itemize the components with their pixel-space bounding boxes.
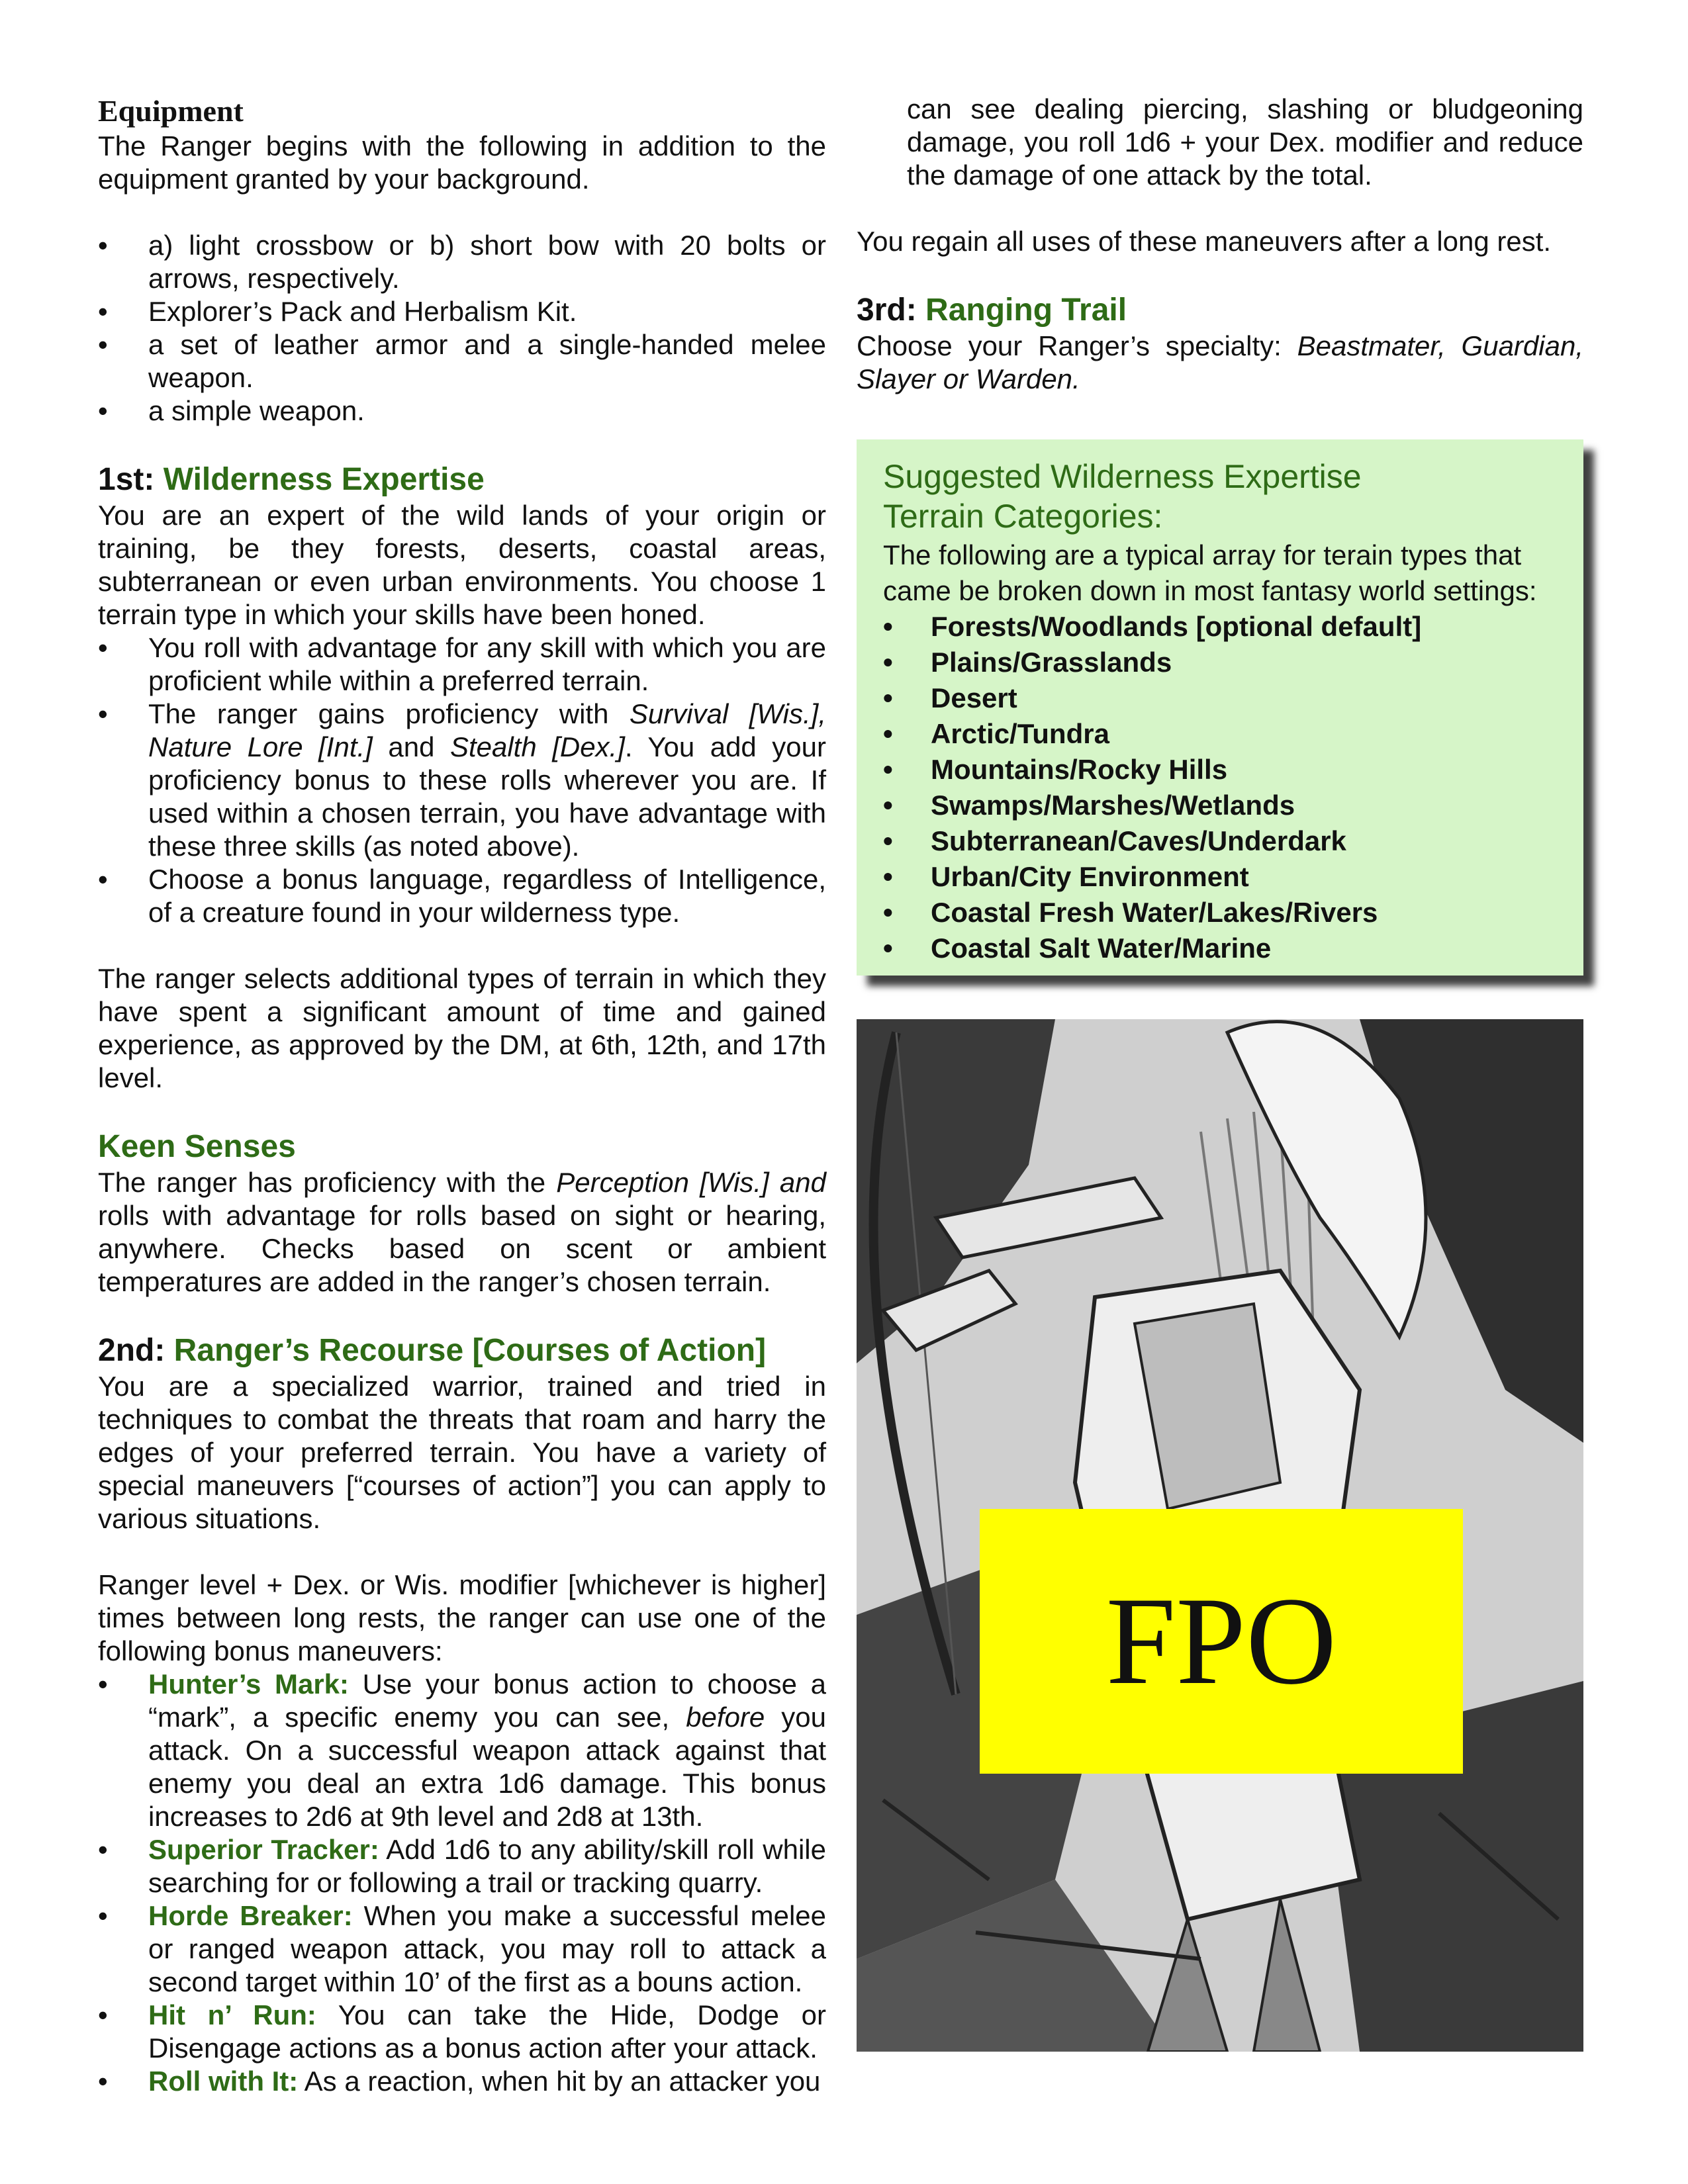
wilderness-bullet-language: • Choose a bonus language, regardless of Intelligence, of a creature found in your wilderness type.: [98, 863, 826, 929]
wilderness-outro: The ranger selects additional types of terrain in which they have spent a significant amount of time and gained experience, as approved by the DM, at 6th, 12th, and 17th level.: [98, 963, 826, 1093]
wilderness-level: 1st:: [98, 462, 155, 497]
terrain-item: • Coastal Salt Water/Marine: [883, 931, 1557, 966]
keen-senses-text: [98, 1166, 826, 1298]
terrain-item: • Coastal Fresh Water/Lakes/Rivers: [883, 895, 1557, 931]
keen-senses-heading: [98, 1128, 826, 1166]
ranging-trail-text: [857, 330, 1583, 396]
terrain-list: [883, 609, 1557, 966]
roll-with-it-continued: can see dealing piercing, slashing or bludgeoning damage, you roll 1d6 + your Dex. modifier and reduce the damage of one attack by the total.: [907, 93, 1583, 191]
recourse-level: 2nd:: [98, 1333, 165, 1368]
text-run: Choose your Ranger’s specialty:: [857, 330, 1297, 361]
recourse-title: Ranger’s Recourse [Courses of Action]: [173, 1333, 767, 1368]
text-run: The ranger has proficiency with the: [98, 1167, 557, 1198]
maneuver-name: Roll with It:: [148, 2066, 299, 2097]
wilderness-heading: [98, 461, 826, 499]
wilderness-intro: You are an expert of the wild lands of your origin or training, be they forests, deserts, coastal areas, subterranean or even urban environments. You choose 1 terrain type in which your skills have been honed.: [98, 500, 826, 630]
text-run: rolls with advantage for rolls based on sight or hearing, anywhere. Checks based on scent or ambient temperatures are added in the ranger’s chosen terrain.: [98, 1200, 826, 1297]
maneuver-roll-with-it: [98, 2065, 826, 2098]
maneuver-list: [98, 1668, 826, 2098]
terrain-item: • Subterranean/Caves/Underdark: [883, 823, 1557, 859]
equipment-intro: The Ranger begins with the following in addition to the equipment granted by your background.: [98, 130, 826, 195]
wilderness-bullet-proficiency: [98, 698, 826, 863]
text-run: Add 1d6 to any ability/skill roll while searching for or following a trail or tracking quarry.: [148, 1834, 826, 1898]
equipment-item: • a set of leather armor and a single-handed melee weapon.: [98, 328, 826, 394]
maneuver-horde-breaker: [98, 1899, 826, 1999]
ranger-illustration: [857, 1019, 1583, 2052]
maneuver-name: Hunter’s Mark:: [148, 1668, 350, 1700]
right-column: [857, 93, 1583, 396]
terrain-item: • Arctic/Tundra: [883, 716, 1557, 752]
skill-name: Survival [Wis.], Nature Lore [Int.]: [148, 698, 826, 762]
ranging-title: Ranging Trail: [925, 293, 1127, 328]
text-run: you attack. On a successful weapon attack against that enemy you deal an extra 1d6 damage. This bonus increases to 2d6 at 9th level and 2d8 at 13th.: [148, 1702, 826, 1832]
maneuver-name: Hit n’ Run:: [148, 1999, 316, 2030]
equipment-item: • a simple weapon.: [98, 394, 826, 428]
sidebar-intro: The following are a typical array for terain types that came be broken down in most fantasy world settings:: [883, 539, 1537, 606]
terrain-item: • Urban/City Environment: [883, 859, 1557, 895]
text-run: and: [372, 731, 450, 762]
text-run: When you make a successful melee or ranged weapon attack, you may roll to attack a second target within 10’ of the first as a bouns action.: [148, 1900, 826, 1997]
sidebar-title-line2: Terrain Categories:: [883, 498, 1163, 535]
equipment-list: [98, 229, 826, 428]
ranging-level: 3rd:: [857, 293, 917, 328]
wilderness-bullet-advantage: • You roll with advantage for any skill with which you are proficient while within a preferred terrain.: [98, 631, 826, 698]
terrain-item: • Desert: [883, 680, 1557, 716]
equipment-item: • a) light crossbow or b) short bow with 20 bolts or arrows, respectively.: [98, 229, 826, 295]
maneuver-hunters-mark: [98, 1668, 826, 1833]
skill-name: Perception [Wis.] and: [556, 1167, 826, 1198]
text-run: The ranger gains proficiency with: [148, 698, 630, 729]
maneuver-hit-n-run: [98, 1999, 826, 2065]
skill-name: Stealth [Dex.]: [449, 731, 625, 762]
fpo-placeholder: FPO: [980, 1509, 1463, 1774]
maneuver-superior-tracker: [98, 1833, 826, 1899]
recourse-intro: You are a specialized warrior, trained and tried in techniques to combat the threats that roam and harry the edges of your preferred terrain. You have a variety of special maneuvers [“courses of action”] you can apply to various situations.: [98, 1371, 826, 1534]
wilderness-title: Wilderness Expertise: [163, 462, 485, 497]
equipment-item: • Explorer’s Pack and Herbalism Kit.: [98, 295, 826, 328]
sidebar-title-line1: Suggested Wilderness Expertise: [883, 458, 1362, 495]
ranging-trail-heading: [857, 291, 1583, 330]
text-run: As a reaction, when hit by an attacker you: [298, 2066, 821, 2097]
text-run: . You add your proficiency bonus to these rolls wherever you are. If used within a chosen terrain, you have advantage with these three skills (as noted above).: [148, 731, 826, 862]
terrain-item: • Mountains/Rocky Hills: [883, 752, 1557, 788]
terrain-item: • Plains/Grasslands: [883, 645, 1557, 680]
terrain-item: • Swamps/Marshes/Wetlands: [883, 788, 1557, 823]
recourse-heading: [98, 1332, 826, 1370]
wilderness-list: [98, 631, 826, 929]
text-run: You can take the Hide, Dodge or Disengage actions as a bonus action after your attack.: [148, 1999, 826, 2064]
specialty-list: Beastmater, Guardian, Slayer or Warden.: [857, 330, 1583, 394]
text-run: Use your bonus action to choose a “mark”, a specific enemy you can see,: [148, 1668, 827, 1733]
emphasis: before: [686, 1702, 765, 1733]
maneuver-name: Superior Tracker:: [148, 1834, 379, 1865]
terrain-item: • Forests/Woodlands [optional default]: [883, 609, 1557, 645]
recourse-uses: Ranger level + Dex. or Wis. modifier [whichever is higher] times between long rests, the ranger can use one of the following bonus maneuvers:: [98, 1569, 826, 1666]
keen-senses-title: Keen Senses: [98, 1129, 296, 1164]
maneuver-name: Horde Breaker:: [148, 1900, 353, 1931]
equipment-heading: Equipment: [98, 94, 244, 128]
terrain-sidebar: [857, 439, 1583, 976]
left-column: [98, 93, 826, 2098]
regain-text: You regain all uses of these maneuvers after a long rest.: [857, 226, 1552, 257]
